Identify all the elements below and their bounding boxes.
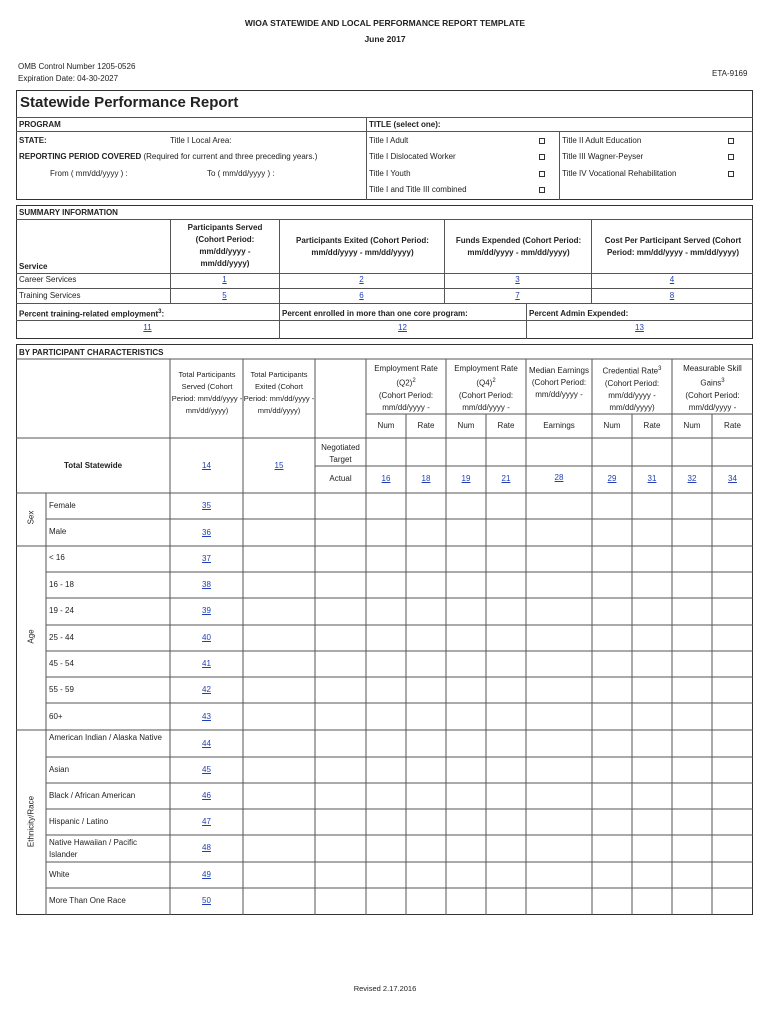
summary-ref-link[interactable]: 7 [515, 291, 520, 300]
num-label: Num [683, 421, 701, 430]
total-ref-link[interactable]: 32 [687, 474, 697, 483]
col-employment-q4: Employment Rate $(Q4)^2$ (Cohort Period: mm/dd/yyyy - [454, 364, 518, 412]
row-ref-link[interactable]: 36 [202, 528, 211, 537]
total-ref-link[interactable]: 15 [274, 461, 284, 470]
summary-ref-link[interactable]: 3 [515, 275, 520, 284]
col-participants-served: Participants Served (Cohort Period: mm/dd/yyyy - mm/dd/yyyy) [187, 223, 263, 268]
col-total-served: Total Participants Served (Cohort Period: mm/dd/yyyy - mm/dd/yyyy) [171, 370, 243, 415]
row-label: White [49, 870, 70, 879]
row-ref-link[interactable]: 41 [202, 659, 211, 668]
row-ref-link[interactable]: 40 [202, 633, 211, 642]
num-label: Num [603, 421, 621, 430]
total-ref-link[interactable]: 19 [461, 474, 471, 483]
actual-label: Actual [329, 474, 352, 483]
row-ref-link[interactable]: 46 [202, 791, 211, 800]
total-statewide-label: Total Statewide [63, 461, 123, 470]
rate-label: Rate [724, 421, 741, 430]
row-label: Asian [49, 765, 70, 774]
local-area-label[interactable]: Title I Local Area: [170, 136, 232, 145]
row-label: Female [49, 501, 76, 510]
title-option-label: Title I Youth [369, 169, 411, 178]
summary-ref-link[interactable]: 8 [669, 291, 675, 300]
revised-date: Revised 2.17.2016 [353, 984, 417, 993]
row-ref-link[interactable]: 50 [202, 896, 211, 905]
col-median-earnings: Median Earnings (Cohort Period: mm/dd/yyyy - [528, 366, 590, 399]
title-option-label: Title I Adult [369, 136, 409, 145]
summary-ref-link[interactable]: 5 [222, 291, 227, 300]
pct-enrolled-label: Percent enrolled in more than one core program: [282, 309, 468, 318]
form-heading: WIOA STATEWIDE AND LOCAL PERFORMANCE REPORT TEMPLATE [244, 18, 526, 28]
group-label-sex: Sex [26, 510, 36, 525]
summary-ref-link[interactable]: 2 [359, 275, 364, 284]
group-label-age: Age [26, 629, 36, 644]
negotiated-target-label: Negotiated Target [321, 443, 360, 464]
career-services-label: Career Services [19, 275, 77, 284]
total-ref-link[interactable]: 21 [501, 474, 511, 483]
row-label: 60+ [49, 712, 63, 721]
row-label: 45 - 54 [49, 659, 74, 668]
form-id: ETA-9169 [712, 69, 748, 78]
col-funds-expended: Funds Expended (Cohort Period: mm/dd/yyyy - mm/dd/yyyy) [455, 236, 582, 257]
pct-ref-link[interactable]: 13 [635, 323, 644, 332]
characteristics-title: BY PARTICIPANT CHARACTERISTICS [19, 348, 164, 357]
total-ref-link[interactable]: 16 [381, 474, 391, 483]
total-ref-link[interactable]: 31 [647, 474, 657, 483]
row-ref-link[interactable]: 39 [202, 606, 211, 615]
row-ref-link[interactable]: 45 [202, 765, 211, 774]
row-ref-link[interactable]: 35 [202, 501, 211, 510]
col-credential-rate: Credential Rate$^3$ (Cohort Period: mm/dd/yyyy - mm/dd/yyyy) [602, 366, 662, 412]
col-employment-q2: Employment Rate $(Q2)^2$ (Cohort Period: mm/dd/yyyy - [374, 364, 438, 412]
row-ref-link[interactable]: 38 [202, 580, 211, 589]
title-option-label: Title I Dislocated Worker [369, 152, 456, 161]
total-ref-link[interactable]: 34 [728, 474, 737, 483]
total-ref-link[interactable]: 18 [421, 474, 431, 483]
title-option-label: Title III Wagner-Peyser [562, 152, 644, 161]
state-label[interactable]: STATE: [19, 136, 47, 145]
row-ref-link[interactable]: 49 [202, 870, 211, 879]
program-label: PROGRAM [19, 120, 61, 129]
row-label: 16 - 18 [49, 580, 74, 589]
total-ref-link[interactable]: 29 [607, 474, 617, 483]
num-label: Num [457, 421, 475, 430]
training-services-label: Training Services [19, 291, 81, 300]
col-total-exited: Total Participants Exited (Cohort Period: mm/dd/yyyy - mm/dd/yyyy) [243, 370, 315, 415]
row-label: Native Hawaiian / Pacific Islander [49, 838, 138, 859]
row-ref-link[interactable]: 37 [202, 554, 211, 563]
row-ref-link[interactable]: 43 [202, 712, 211, 721]
title-select-label: TITLE (select one): [369, 120, 441, 129]
title-option-label: Title II Adult Education [562, 136, 642, 145]
total-ref-link[interactable]: 28 [554, 473, 564, 482]
summary-title: SUMMARY INFORMATION [19, 208, 118, 217]
col-skill-gains: Measurable Skill Gains$^3$ (Cohort Period: mm/dd/yyyy - [683, 364, 742, 412]
from-date-label[interactable]: From ( mm/dd/yyyy ) : [50, 169, 128, 178]
row-label: 25 - 44 [49, 633, 74, 642]
rate-label: Rate [417, 421, 435, 430]
row-label: Black / African American [49, 791, 136, 800]
summary-ref-link[interactable]: 4 [669, 275, 675, 284]
row-ref-link[interactable]: 42 [202, 685, 211, 694]
row-label: 19 - 24 [49, 606, 74, 615]
reporting-period-label: REPORTING PERIOD COVERED [19, 152, 142, 161]
service-label: Service [19, 262, 48, 271]
row-ref-link[interactable]: 44 [202, 739, 211, 748]
pct-ref-link[interactable]: 12 [398, 323, 407, 332]
row-label: Hispanic / Latino [49, 817, 109, 826]
group-label-ethnicity: Ethnicity/Race [26, 795, 36, 848]
expiration-date: Expiration Date: 04-30-2027 [18, 74, 119, 83]
title-option-label: Title IV Vocational Rehabilitation [562, 169, 677, 178]
pct-training-label: Percent training-related employment$^3$: [19, 309, 165, 319]
summary-ref-link[interactable]: 6 [359, 291, 364, 300]
num-label: Num [377, 421, 395, 430]
rate-label: Rate [497, 421, 515, 430]
reporting-period-note: (Required for current and three preceding years.) [143, 152, 318, 161]
pct-ref-link[interactable]: 11 [143, 323, 152, 332]
pct-admin-label: Percent Admin Expended: [529, 309, 629, 318]
row-label: American Indian / Alaska Native [49, 733, 162, 742]
row-label: < 16 [49, 553, 65, 562]
row-label: More Than One Race [49, 896, 126, 905]
report-title: Statewide Performance Report [20, 94, 239, 111]
to-date-label[interactable]: To ( mm/dd/yyyy ) : [207, 169, 275, 178]
omb-control-number: OMB Control Number 1205-0526 [18, 62, 136, 71]
col-participants-exited: Participants Exited (Cohort Period: mm/dd/yyyy - mm/dd/yyyy) [296, 236, 429, 257]
row-ref-link[interactable]: 48 [202, 843, 211, 852]
row-label: 55 - 59 [49, 685, 74, 694]
summary-ref-link[interactable]: 1 [222, 275, 227, 284]
earnings-label: Earnings [543, 421, 575, 430]
form-date: June 2017 [364, 34, 406, 44]
row-ref-link[interactable]: 47 [202, 817, 211, 826]
row-label: Male [49, 527, 67, 536]
col-cost-per-participant: Cost Per Participant Served (Cohort Period: mm/dd/yyyy - mm/dd/yyyy) [604, 236, 742, 257]
title-option-label: Title I and Title III combined [369, 185, 467, 194]
rate-label: Rate [643, 421, 661, 430]
total-ref-link[interactable]: 14 [202, 461, 211, 470]
